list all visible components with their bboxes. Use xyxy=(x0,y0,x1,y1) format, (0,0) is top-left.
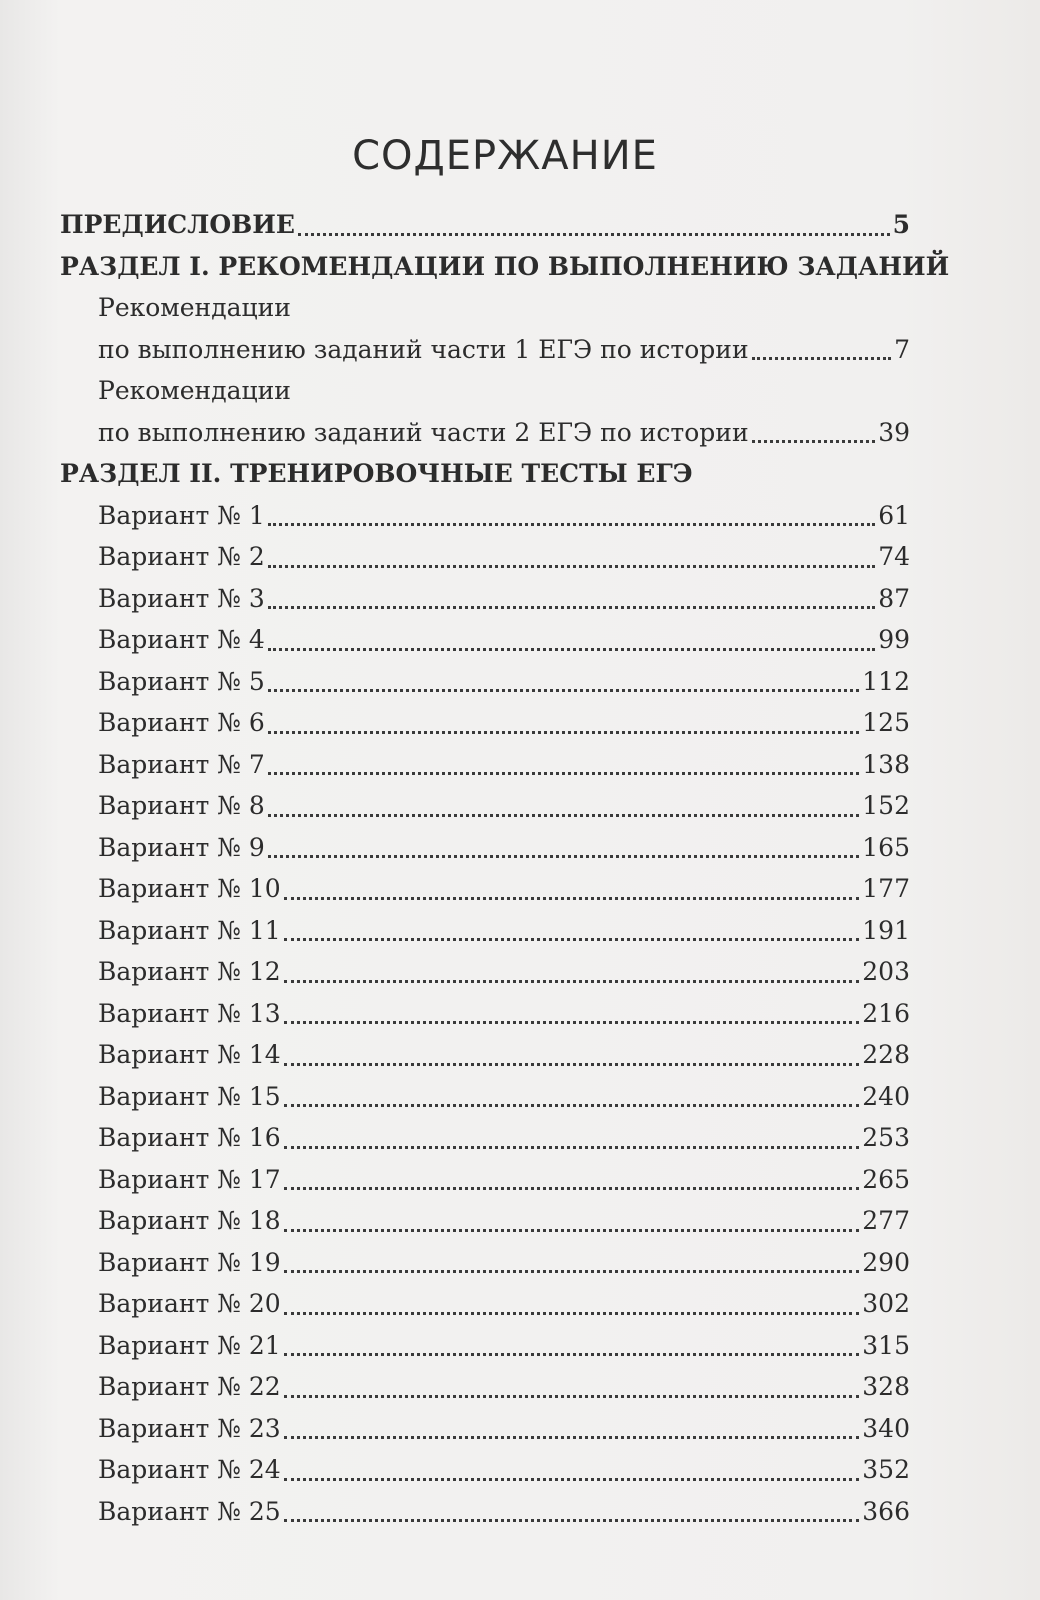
toc-entry-variant xyxy=(60,495,910,537)
toc-entry-label: Вариант № 8 xyxy=(98,791,265,820)
toc-page-number: 277 xyxy=(862,1206,910,1235)
toc-page-number: 240 xyxy=(862,1081,910,1111)
toc-entry-variant xyxy=(60,1283,910,1325)
variant-list xyxy=(60,495,910,1533)
toc-page-number: 5 xyxy=(892,210,910,239)
toc-entry-label: Вариант № 7 xyxy=(98,749,265,779)
dot-leader xyxy=(268,832,859,862)
toc-entry-variant xyxy=(60,1076,910,1118)
toc-entry-label: по выполнению заданий части 1 ЕГЭ по истории xyxy=(98,334,749,364)
toc-entry-line xyxy=(60,370,910,412)
toc-entry-label: Вариант № 2 xyxy=(98,542,265,571)
dot-leader xyxy=(268,708,859,738)
toc-entry-label: Вариант № 24 xyxy=(98,1455,281,1484)
dot-leader xyxy=(284,1455,860,1485)
toc-page-number: 253 xyxy=(862,1123,910,1152)
toc-entry-label: Вариант № 23 xyxy=(98,1413,281,1443)
dot-leader xyxy=(752,417,876,447)
dot-leader xyxy=(268,625,875,655)
toc-entry-label: Вариант № 6 xyxy=(98,708,265,737)
toc-page-number: 340 xyxy=(862,1413,910,1443)
toc-entry-label: Вариант № 17 xyxy=(98,1164,281,1194)
table-of-contents xyxy=(60,204,950,1532)
dot-leader xyxy=(284,1496,860,1526)
toc-entry-label: Вариант № 22 xyxy=(98,1372,281,1401)
toc-entry-part1 xyxy=(60,329,910,371)
dot-leader xyxy=(268,666,859,696)
toc-page-number: 7 xyxy=(894,334,910,364)
dot-leader xyxy=(284,998,860,1028)
toc-entry-variant xyxy=(60,619,910,661)
toc-page-number: 302 xyxy=(862,1289,910,1318)
toc-page-number: 61 xyxy=(878,500,910,530)
toc-entry-label: Вариант № 9 xyxy=(98,832,265,862)
toc-entry-label: по выполнению заданий части 2 ЕГЭ по истории xyxy=(98,417,749,447)
toc-entry-variant xyxy=(60,1325,910,1367)
toc-page-number: 328 xyxy=(862,1372,910,1401)
dot-leader xyxy=(268,542,875,572)
toc-entry-variant xyxy=(60,536,910,578)
toc-entry-label: Вариант № 1 xyxy=(98,500,265,530)
toc-entry-variant xyxy=(60,827,910,869)
dot-leader xyxy=(752,334,891,364)
toc-entry-variant xyxy=(60,744,910,786)
toc-entry-variant xyxy=(60,1034,910,1076)
toc-entry-variant xyxy=(60,868,910,910)
toc-entry-label: Вариант № 5 xyxy=(98,666,265,696)
section-heading-label: РАЗДЕЛ I. РЕКОМЕНДАЦИИ ПО ВЫПОЛНЕНИЮ ЗАДАНИЙ xyxy=(60,251,950,281)
section-heading-1 xyxy=(60,246,950,288)
toc-entry-preface xyxy=(60,204,910,246)
page-title: СОДЕРЖАНИЕ xyxy=(352,133,658,179)
dot-leader xyxy=(268,500,875,530)
toc-page-number: 138 xyxy=(862,749,910,779)
section-heading-2 xyxy=(60,453,910,495)
toc-page-number: 152 xyxy=(862,791,910,820)
dot-leader xyxy=(284,1330,860,1360)
toc-entry-variant xyxy=(60,1449,910,1491)
toc-page-number: 112 xyxy=(862,666,910,696)
toc-entry-label: ПРЕДИСЛОВИЕ xyxy=(60,210,295,239)
dot-leader xyxy=(298,210,890,240)
dot-leader xyxy=(284,874,860,904)
dot-leader xyxy=(284,1081,860,1111)
toc-page-number: 228 xyxy=(862,1040,910,1069)
dot-leader xyxy=(284,1413,860,1443)
toc-page-number: 315 xyxy=(862,1330,910,1360)
toc-page-number: 203 xyxy=(862,957,910,986)
toc-entry-variant xyxy=(60,1408,910,1450)
toc-entry-label: Вариант № 16 xyxy=(98,1123,281,1152)
toc-entry-label: Вариант № 15 xyxy=(98,1081,281,1111)
dot-leader xyxy=(268,749,859,779)
toc-page-number: 39 xyxy=(878,417,910,447)
toc-entry-label: Вариант № 18 xyxy=(98,1206,281,1235)
dot-leader xyxy=(284,1289,860,1319)
toc-page-number: 165 xyxy=(862,832,910,862)
toc-page-number: 290 xyxy=(862,1247,910,1277)
toc-entry-variant xyxy=(60,993,910,1035)
toc-entry-variant xyxy=(60,1491,910,1533)
toc-entry-variant xyxy=(60,910,910,952)
toc-entry-label: Вариант № 20 xyxy=(98,1289,281,1318)
dot-leader xyxy=(268,583,875,613)
toc-page-number: 352 xyxy=(862,1455,910,1484)
dot-leader xyxy=(284,1040,860,1070)
toc-page-number: 191 xyxy=(862,915,910,945)
toc-entry-variant xyxy=(60,951,910,993)
toc-page-number: 74 xyxy=(878,542,910,571)
toc-entry-label: Вариант № 13 xyxy=(98,998,281,1028)
dot-leader xyxy=(284,957,860,987)
toc-page-number: 99 xyxy=(878,625,910,654)
dot-leader xyxy=(284,1206,860,1236)
toc-entry-variant xyxy=(60,1242,910,1284)
dot-leader xyxy=(284,1372,860,1402)
toc-page-number: 216 xyxy=(862,998,910,1028)
toc-entry-variant xyxy=(60,1366,910,1408)
toc-entry-variant xyxy=(60,1200,910,1242)
toc-page-number: 177 xyxy=(862,874,910,903)
toc-page-number: 125 xyxy=(862,708,910,737)
section-heading-label: РАЗДЕЛ II. ТРЕНИРОВОЧНЫЕ ТЕСТЫ ЕГЭ xyxy=(60,459,693,488)
toc-entry-label: Вариант № 10 xyxy=(98,874,281,903)
toc-entry-variant xyxy=(60,578,910,620)
toc-page-number: 87 xyxy=(878,583,910,613)
dot-leader xyxy=(284,1247,860,1277)
toc-entry-label: Вариант № 12 xyxy=(98,957,281,986)
toc-entry-label: Вариант № 4 xyxy=(98,625,265,654)
toc-entry-line xyxy=(60,287,910,329)
dot-leader xyxy=(268,791,859,821)
toc-entry-variant xyxy=(60,661,910,703)
toc-entry-label: Вариант № 11 xyxy=(98,915,281,945)
toc-entry-part2 xyxy=(60,412,910,454)
dot-leader xyxy=(284,915,860,945)
dot-leader xyxy=(284,1123,860,1153)
dot-leader xyxy=(284,1164,860,1194)
toc-entry-label: Вариант № 3 xyxy=(98,583,265,613)
toc-entry-variant xyxy=(60,702,910,744)
toc-entry-label: Вариант № 14 xyxy=(98,1040,281,1069)
toc-entry-label: Вариант № 25 xyxy=(98,1496,281,1526)
toc-page-number: 265 xyxy=(862,1164,910,1194)
toc-page-number: 366 xyxy=(862,1496,910,1526)
toc-entry-variant xyxy=(60,1117,910,1159)
toc-entry-label: Рекомендации xyxy=(98,293,291,322)
toc-entry-label: Вариант № 19 xyxy=(98,1247,281,1277)
toc-entry-label: Рекомендации xyxy=(98,376,291,405)
toc-entry-variant xyxy=(60,1159,910,1201)
toc-entry-label: Вариант № 21 xyxy=(98,1330,281,1360)
toc-entry-variant xyxy=(60,785,910,827)
